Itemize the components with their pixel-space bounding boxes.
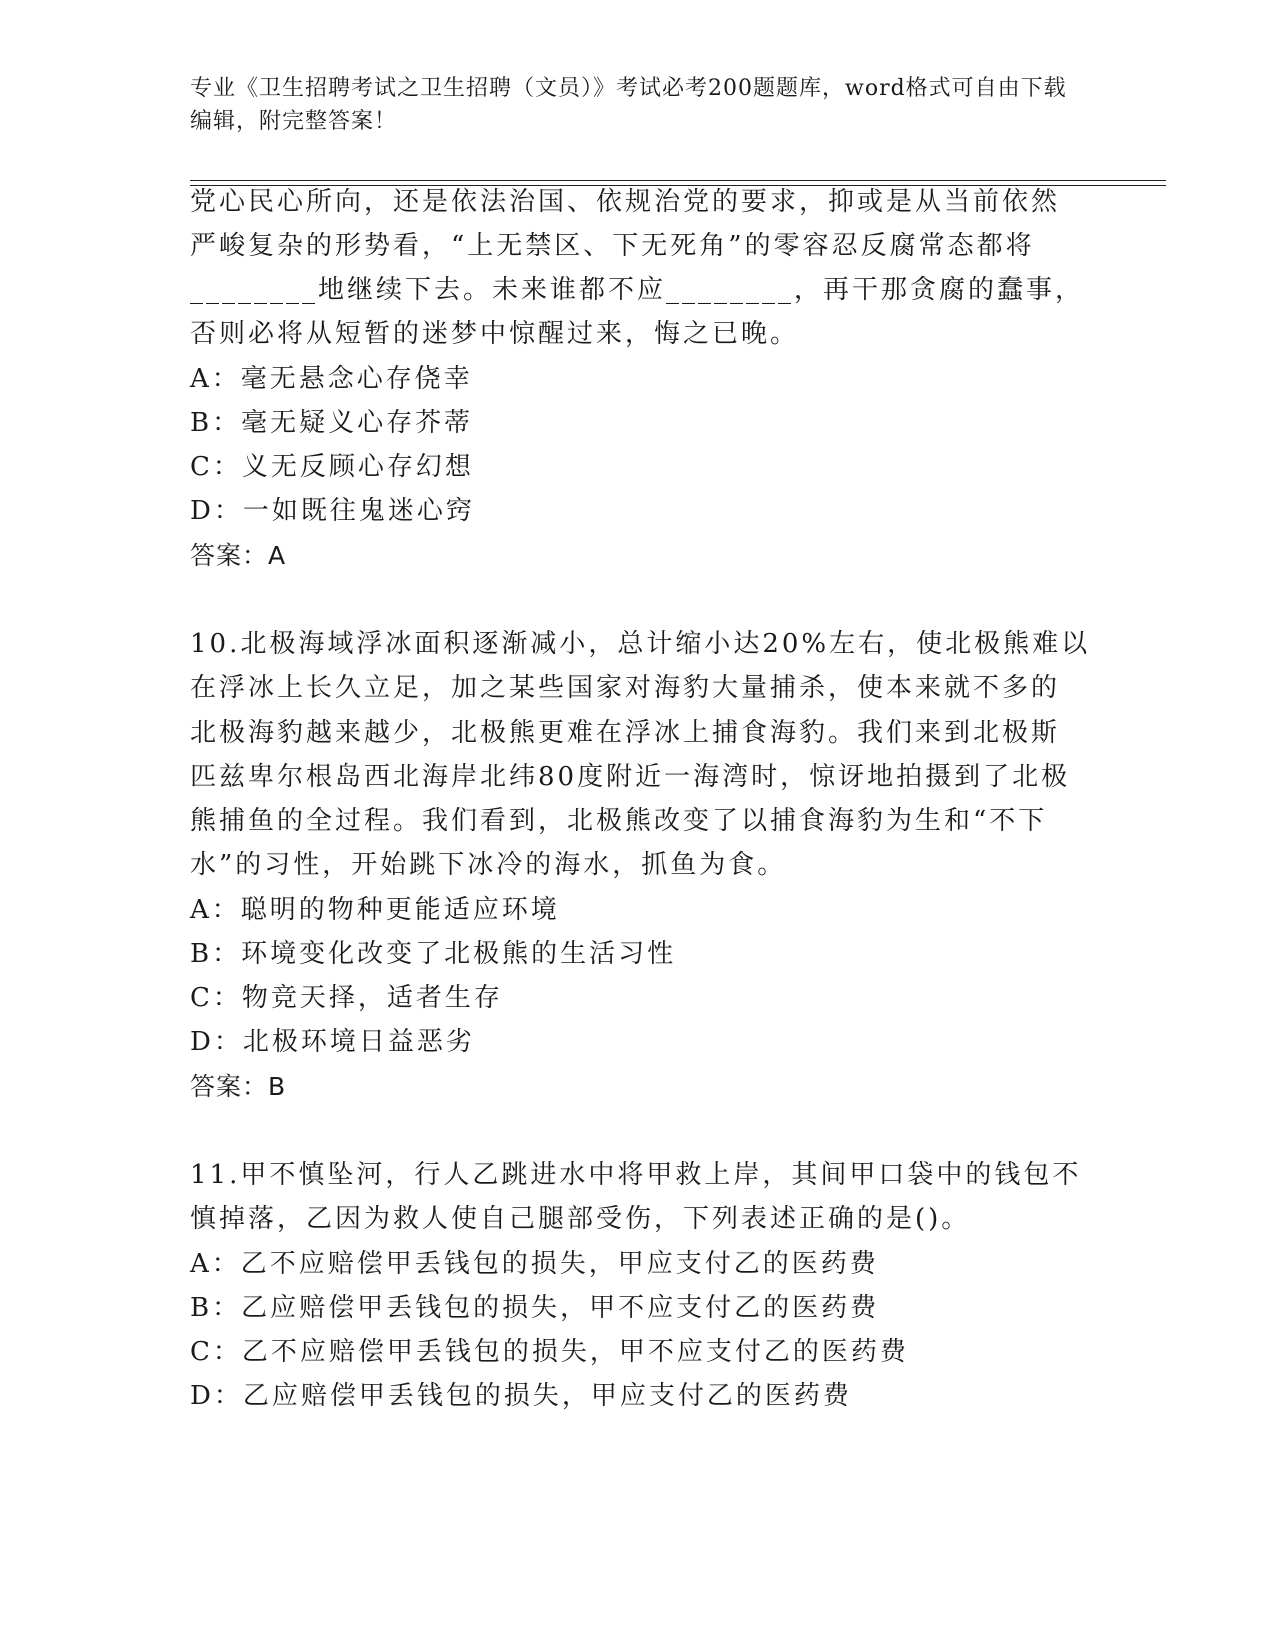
question-10-text-line-1: 10.北极海域浮冰面积逐渐减小，总计缩小达20%左右，使北极熊难以 [190,629,1091,659]
question-10-text-line-6: 水”的习性，开始跳下冰冷的海水，抓鱼为食。 [190,850,787,880]
question-10-text-line-4: 匹兹卑尔根岛西北海岸北纬80度附近一海湾时，惊讶地拍摄到了北极 [190,762,1071,792]
question-10-text-line-3: 北极海豹越来越少，北极熊更难在浮冰上捕食海豹。我们来到北极斯 [190,718,1061,748]
question-10-option-d: D：北极环境日益恶劣 [190,1027,475,1057]
question-9-option-c: C：义无反顾心存幻想 [190,452,474,482]
question-11-option-a: A：乙不应赔偿甲丢钱包的损失，甲应支付乙的医药费 [190,1249,879,1279]
question-11-option-c: C：乙不应赔偿甲丢钱包的损失，甲不应支付乙的医药费 [190,1337,909,1367]
question-10-option-a: A：聪明的物种更能适应环境 [190,895,560,925]
question-10-answer: 答案：B [190,1072,287,1101]
question-9-option-a: A：毫无悬念心存侥幸 [190,364,473,394]
document-header: 专业《卫生招聘考试之卫生招聘（文员）》考试必考200题题库，word格式可自由下载编辑，附完整答案！ [190,76,1067,134]
question-10-text-line-5: 熊捕鱼的全过程。我们看到，北极熊改变了以捕食海豹为生和“不下 [190,806,1048,836]
question-9-option-d: D：一如既往鬼迷心窍 [190,496,475,526]
question-11-option-b: B：乙应赔偿甲丢钱包的损失，甲不应支付乙的医药费 [190,1293,880,1323]
question-9-text-line-2: 严峻复杂的形势看，“上无禁区、下无死角”的零容忍反腐常态都将 [190,231,1035,261]
header-rule-top [190,180,1166,181]
question-9-option-b: B：毫无疑义心存芥蒂 [190,408,474,438]
question-10-text-line-2: 在浮冰上长久立足，加之某些国家对海豹大量捕杀，使本来就不多的 [190,673,1061,703]
question-11-text-line-2: 慎掉落，乙因为救人使自己腿部受伤，下列表述正确的是()。 [190,1204,971,1234]
question-10-option-c: C：物竞天择，适者生存 [190,983,503,1013]
question-9-text-line-3: ________地继续下去。未来谁都不应________，再干那贪腐的蠢事， [190,275,1085,305]
question-11-text-line-1: 11.甲不慎坠河，行人乙跳进水中将甲救上岸，其间甲口袋中的钱包不 [190,1160,1082,1190]
question-9-answer: 答案：A [190,541,287,570]
question-9-text-line-1: 党心民心所向，还是依法治国、依规治党的要求，抑或是从当前依然 [190,187,1061,217]
question-9-text-line-4: 否则必将从短暂的迷梦中惊醒过来，悔之已晚。 [190,319,800,349]
question-10-option-b: B：环境变化改变了北极熊的生活习性 [190,939,677,969]
question-11-option-d: D：乙应赔偿甲丢钱包的损失，甲应支付乙的医药费 [190,1381,852,1411]
